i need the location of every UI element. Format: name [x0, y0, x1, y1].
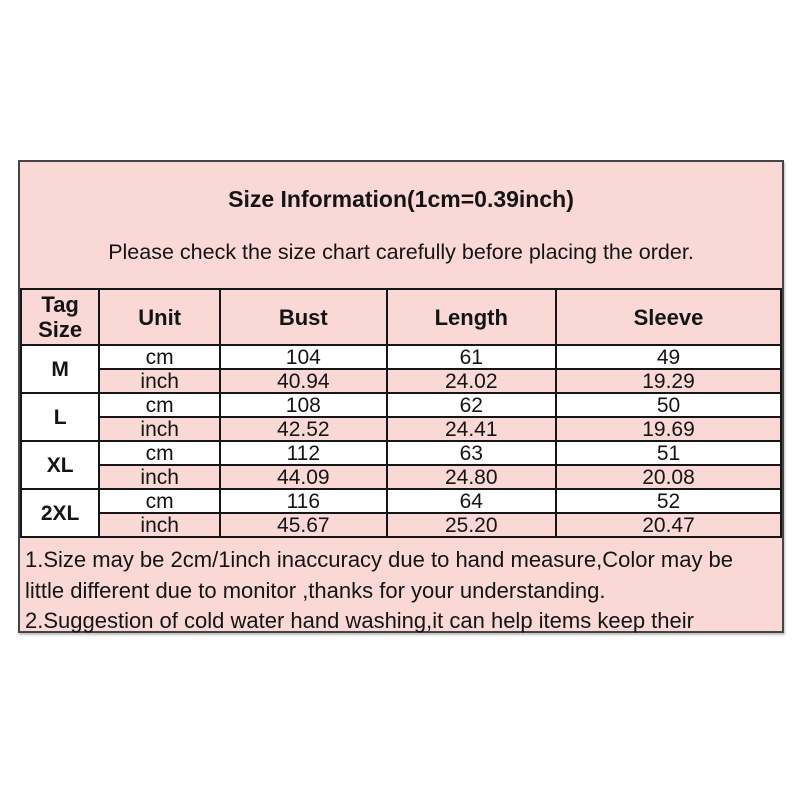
column-header-bust: Bust — [220, 289, 386, 345]
table-row — [21, 489, 781, 513]
table-row — [21, 369, 781, 393]
unit-cell: cm — [99, 441, 220, 465]
column-header-unit: Unit — [99, 289, 220, 345]
sleeve-cell: 52 — [556, 489, 781, 513]
header-subtitle: Please check the size chart carefully before placing the order. — [108, 240, 694, 264]
bust-cell: 42.52 — [220, 417, 386, 441]
bust-cell: 116 — [220, 489, 386, 513]
length-cell: 24.02 — [387, 369, 556, 393]
bust-cell: 45.67 — [220, 513, 386, 537]
sleeve-cell: 51 — [556, 441, 781, 465]
page-title: Size Information(1cm=0.39inch) — [228, 186, 574, 212]
length-cell: 63 — [387, 441, 556, 465]
notes-section — [20, 538, 782, 631]
table-row — [21, 393, 781, 417]
length-cell: 25.20 — [387, 513, 556, 537]
size-label-m: M — [21, 345, 99, 393]
unit-cell: inch — [99, 369, 220, 393]
size-label-xl: XL — [21, 441, 99, 489]
bust-cell: 108 — [220, 393, 386, 417]
table-row — [21, 465, 781, 489]
unit-cell: inch — [99, 465, 220, 489]
sleeve-cell: 49 — [556, 345, 781, 369]
table-row — [21, 417, 781, 441]
column-header-sleeve: Sleeve — [556, 289, 781, 345]
unit-cell: cm — [99, 345, 220, 369]
table-row — [21, 345, 781, 369]
unit-cell: inch — [99, 417, 220, 441]
sleeve-cell: 19.69 — [556, 417, 781, 441]
unit-cell: cm — [99, 489, 220, 513]
size-chart-header — [20, 162, 782, 288]
length-cell: 61 — [387, 345, 556, 369]
size-chart-panel — [18, 160, 784, 633]
length-cell: 64 — [387, 489, 556, 513]
sleeve-cell: 20.08 — [556, 465, 781, 489]
sleeve-cell: 19.29 — [556, 369, 781, 393]
bust-cell: 112 — [220, 441, 386, 465]
bust-cell: 44.09 — [220, 465, 386, 489]
column-header-length: Length — [387, 289, 556, 345]
size-table — [20, 288, 782, 538]
table-row — [21, 441, 781, 465]
note-line: 2.Suggestion of cold water hand washing,it can help items keep their — [25, 608, 694, 633]
table-row — [21, 513, 781, 537]
unit-cell: cm — [99, 393, 220, 417]
bust-cell: 104 — [220, 345, 386, 369]
note-line: 1.Size may be 2cm/1inch inaccuracy due to hand measure,Color may be — [25, 547, 734, 572]
size-label-l: L — [21, 393, 99, 441]
unit-cell: inch — [99, 513, 220, 537]
bust-cell: 40.94 — [220, 369, 386, 393]
sleeve-cell: 50 — [556, 393, 781, 417]
table-header-row — [21, 289, 781, 345]
length-cell: 62 — [387, 393, 556, 417]
length-cell: 24.41 — [387, 417, 556, 441]
note-line: little different due to monitor ,thanks for your understanding. — [25, 577, 606, 603]
size-label-2xl: 2XL — [21, 489, 99, 537]
column-header-tag-size: Tag Size — [21, 289, 99, 345]
sleeve-cell: 20.47 — [556, 513, 781, 537]
length-cell: 24.80 — [387, 465, 556, 489]
